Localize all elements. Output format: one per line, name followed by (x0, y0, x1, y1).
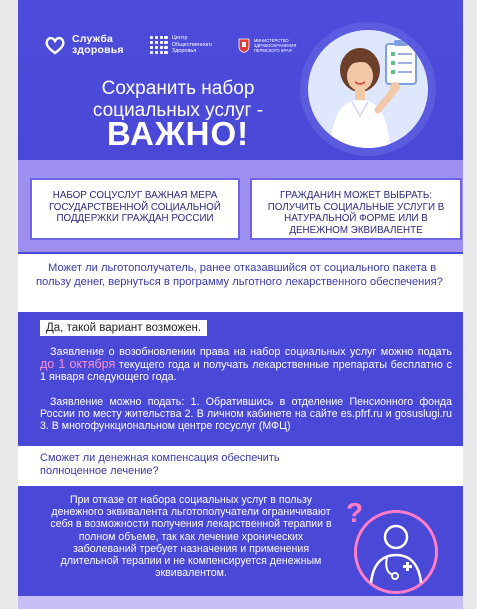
doctor-icon-circle (354, 510, 438, 594)
logo-row (44, 30, 314, 60)
question-1: Может ли льготополучатель, ранее отказавшийся от социального пакета в пользу денег, вернуться в программу льготного лекарственного обеспечения? (36, 262, 443, 288)
doctor-illustration (308, 30, 428, 148)
brand-line-1: Служба (72, 33, 114, 45)
how-to-apply-paragraph: Заявление можно подать: 1. Обратившись в отделение Пенсионного фонда России по месту жительства 2. В личном кабинете на сайте es.pfrf.ru и gosuslugi.ru 3. В многофункциональном центре госуслуг (МФЦ) (40, 396, 452, 432)
question-2: Сможет ли денежная компенсация обеспечить полноценное лечение? (40, 452, 280, 477)
deadline-highlight: до 1 октября (40, 357, 116, 371)
deadline-text-post: текущего года и получать лекарственные препараты бесплатно с 1 января следующего года. (40, 359, 452, 383)
crest-icon (238, 38, 250, 53)
brand-logo (44, 34, 124, 56)
doctor-woman-icon (308, 30, 428, 148)
deadline-paragraph (40, 346, 452, 383)
heart-hands-icon (44, 35, 66, 55)
compensation-paragraph: При отказе от набора социальных услуг в пользу денежного эквивалента льготополучатели ограничивают себя в возможности получения лекарственной терапии в полном объеме, так как лечение хронических заболеваний требует назначения и применения длительной терапии и не компенсируется денежным эквивалентом. (50, 494, 332, 580)
answer-label: Да, такой вариант возможен. (40, 320, 207, 336)
question-mark-icon: ? (346, 497, 364, 528)
ministry-text: МИНИСТЕРСТВО ЗДРАВООХРАНЕНИЯ ПЕРМСКОГО КРАЯ (253, 37, 297, 53)
hero-title-emphasis: ВАЖНО! (106, 115, 250, 152)
public-health-center-text: Центр Общественного Здоровья (171, 35, 212, 55)
bottom-bar (18, 596, 463, 609)
brand-name (72, 34, 124, 56)
dots-grid-icon (150, 36, 168, 54)
info-box-choice: ГРАЖДАНИН МОЖЕТ ВЫБРАТЬ: ПОЛУЧИТЬ СОЦИАЛЬНЫЕ УСЛУГИ В НАТУРАЛЬНОЙ ФОРМЕ ИЛИ В ДЕНЕЖНОМ ЭКВИВАЛЕНТЕ (250, 178, 462, 240)
hero-title: Сохранить набор социальных услуг - (92, 78, 264, 121)
public-health-center-logo (150, 35, 224, 55)
poster (18, 0, 463, 609)
info-box-support: НАБОР СОЦУСЛУГ ВАЖНАЯ МЕРА ГОСУДАРСТВЕННОЙ СОЦИАЛЬНОЙ ПОДДЕРЖКИ ГРАЖДАН РОССИИ (30, 178, 240, 240)
brand-line-2: здоровья (72, 44, 124, 56)
doctor-stethoscope-icon (357, 513, 435, 591)
ministry-logo (238, 38, 314, 53)
deadline-text-pre: Заявление о возобновлении права на набор социальных услуг можно подать (50, 346, 452, 358)
